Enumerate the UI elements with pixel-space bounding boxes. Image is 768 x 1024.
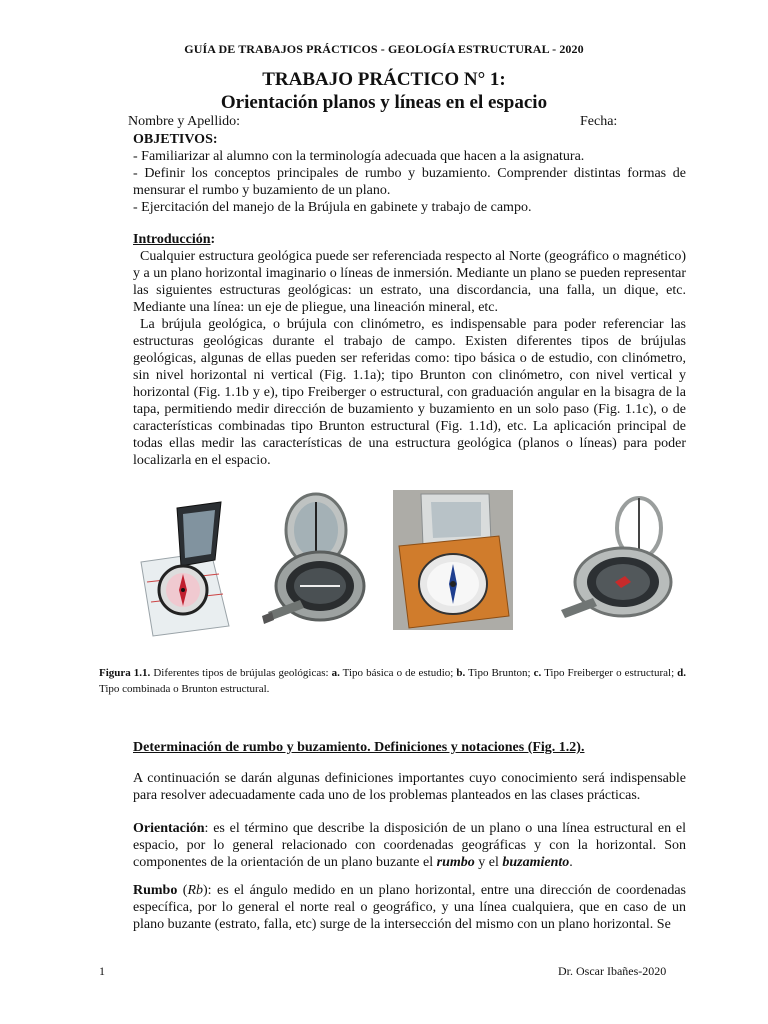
term-rumbo: rumbo — [436, 855, 475, 870]
caption-part: Tipo básica o de estudio; — [339, 667, 457, 679]
running-header: GUÍA DE TRABAJOS PRÁCTICOS - GEOLOGÍA ESTRUCTURAL - 2020 — [184, 42, 584, 56]
objectives-section — [133, 131, 686, 216]
objective-item: - Ejercitación del manejo de la Brújula en gabinete y trabajo de campo. — [133, 200, 532, 215]
paragraph-definitions-intro — [133, 770, 686, 804]
footer-author: Dr. Oscar Ibañes-2020 — [558, 964, 667, 978]
caption-part: Tipo combinada o Brunton estructural. — [99, 683, 270, 695]
compass-image-brunton — [260, 490, 380, 640]
page-subtitle: Orientación planos y líneas en el espacio — [220, 92, 548, 113]
definition-text: ( — [177, 883, 188, 898]
paragraph-orientacion — [133, 820, 686, 871]
caption-part: Tipo Freiberger o estructural; — [541, 667, 678, 679]
page-title: TRABAJO PRÁCTICO N° 1: — [262, 69, 506, 90]
paragraph-text: A continuación se darán algunas definiciones importantes cuyo conocimiento será indispensable para resolver adecuadamente cada uno de los problemas planteados en las clases prácticas. — [133, 771, 686, 803]
introduction-heading-colon: : — [210, 232, 216, 247]
student-info-row — [128, 114, 628, 130]
definition-text: : es el término que describe la disposición de un plano o una línea estructural en el espacio, por lo general relacionado con coordenadas geográficas y con la horizontal. Son componentes de la orientación de un plano buzante el — [133, 821, 686, 870]
introduction-section — [133, 231, 686, 469]
introduction-heading: Introducción — [133, 232, 211, 247]
abbreviation-rb: Rb — [187, 883, 204, 898]
figure-label: Figura 1.1. — [99, 667, 151, 679]
figure-caption — [99, 665, 686, 697]
name-label: Nombre y Apellido: — [128, 114, 240, 129]
caption-part: Tipo Brunton; — [465, 667, 534, 679]
definition-text: ): es el ángulo medido en un plano horizontal, entre una dirección de coordenadas específica, por lo general el norte real o geográfico, y una línea cualquiera, que en caso de un plano buzante (estrato, falla, etc) surge de la intersección del mismo con un plano horizontal. Se — [133, 883, 686, 932]
caption-part: a. — [331, 667, 340, 679]
compass-figures — [133, 490, 686, 640]
definition-text: . — [569, 855, 573, 870]
date-label: Fecha: — [580, 114, 618, 129]
objective-item: - Definir los conceptos principales de rumbo y buzamiento. Comprender distintas formas de mensurar el rumbo y buzamiento de un plano. — [133, 166, 686, 198]
definition-text: y el — [474, 855, 503, 870]
compass-image-brunton-structural — [553, 490, 683, 630]
objective-item: - Familiarizar al alumno con la terminología adecuada que hacen a la asignatura. — [133, 149, 585, 164]
caption-part: c. — [533, 667, 542, 679]
paragraph-rumbo — [133, 882, 686, 933]
term-rumbo-heading: Rumbo — [133, 883, 178, 898]
introduction-paragraph: La brújula geológica, o brújula con clinómetro, es indispensable para poder referenciar las estructuras geológicas durante el trabajo de campo. Existen diferentes tipos de brújulas geológicas, algunas de ellas pueden ser referidas como: tipo básica o de estudio, con clinómetro, sin nivel horizontal ni vertical (Fig. 1.1a); tipo Brunton con clinómetro, con nivel vertical y horizontal (Fig. 1.1b y e), tipo Freiberger o estructural, con graduación angular en la bisagra de la tapa, permitiendo medir dirección de buzamiento y buzamiento en un solo paso (Fig. 1.1c), o de características combinadas tipo Brunton estructural (Fig. 1.1d), etc. La aplicación principal de todas ellas medir las características de una estructura geológica (planos o líneas) para poder localizarla en el espacio. — [133, 317, 686, 468]
page-number: 1 — [99, 964, 105, 978]
term-buzamiento: buzamiento — [502, 855, 570, 870]
caption-part: d. — [677, 667, 687, 679]
compass-image-basic — [133, 490, 233, 640]
introduction-paragraph: Cualquier estructura geológica puede ser referenciada respecto al Norte (geográfico o magnético) y a un plano horizontal imaginario o líneas de inmersión. Mediante un plano se pueden representar las siguientes estructuras geológicas: un estrato, una discordancia, una falla, un dique, etc. Mediante una línea: un eje de pliegue, una lineación mineral, etc. — [133, 249, 686, 315]
caption-part: b. — [456, 667, 466, 679]
objectives-heading: OBJETIVOS: — [133, 132, 218, 147]
section-heading-determinacion: Determinación de rumbo y buzamiento. Definiciones y notaciones (Fig. 1.2). — [133, 740, 585, 755]
term-orientacion: Orientación — [133, 821, 205, 836]
compass-image-freiberger — [393, 490, 513, 630]
caption-part: Diferentes tipos de brújulas geológicas: — [150, 667, 332, 679]
